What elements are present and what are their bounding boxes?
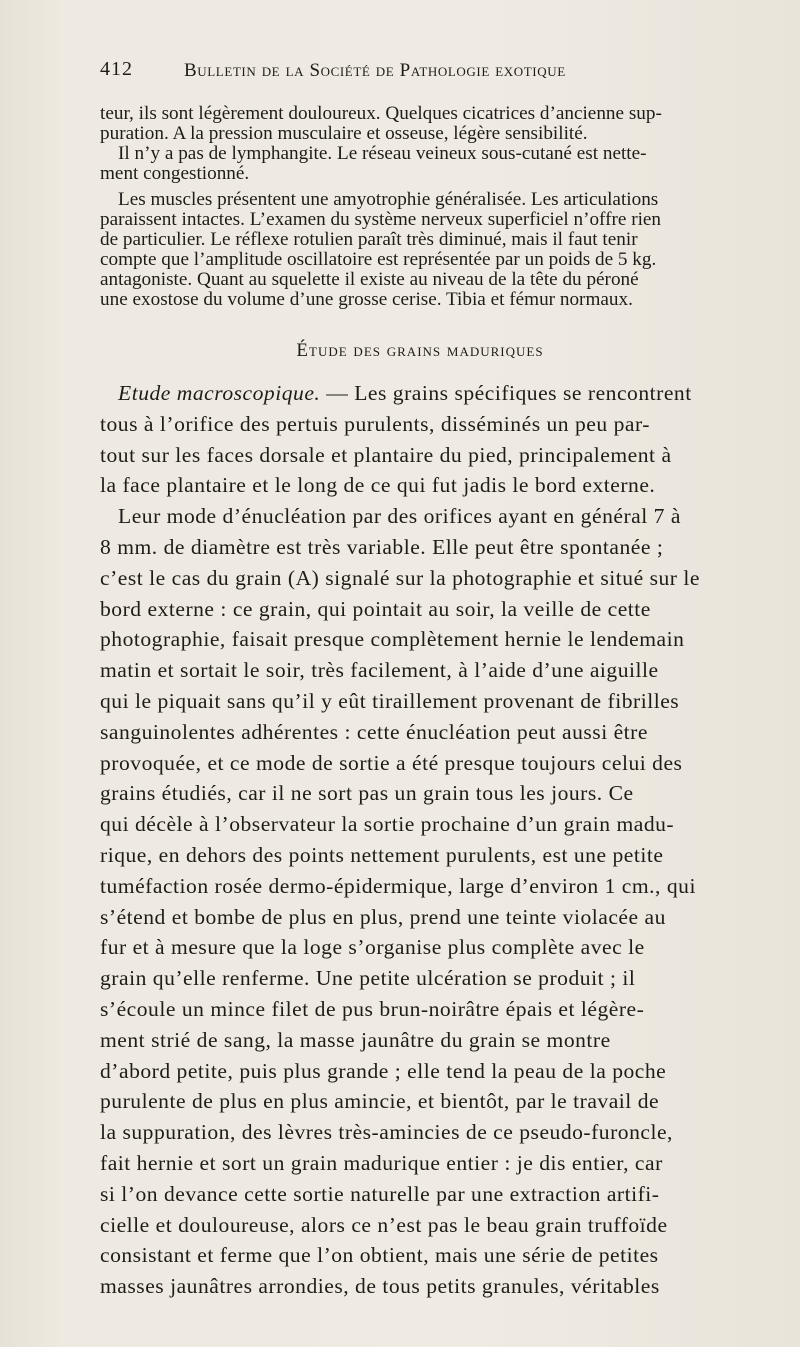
text-line: teur, ils sont légèrement douloureux. Quelques cicatrices d’ancienne sup- (100, 103, 662, 124)
text-line: d’abord petite, puis plus grande ; elle tend la peau de la poche (100, 1058, 667, 1083)
text-line: matin et sortait le soir, très facilement, à l’aide d’une aiguille (100, 658, 659, 683)
text-line: ment congestionné. (100, 163, 250, 184)
text-line: rique, en dehors des points nettement purulents, est une petite (100, 842, 664, 867)
text-line: photographie, faisait presque complètement hernie le lendemain (100, 627, 685, 652)
text-line: ment strié de sang, la masse jaunâtre du grain se montre (100, 1027, 611, 1052)
paragraph-lead-italic: Etude macroscopique. (118, 381, 321, 405)
text-line: paraissent intactes. L’examen du système nerveux superficiel n’offre rien (100, 209, 662, 230)
text-line: fur et à mesure que la loge s’organise plus complète avec le (100, 935, 645, 960)
section-title: Étude des grains maduriques (296, 340, 544, 361)
text-line: antagoniste. Quant au squelette il existe au niveau de la tête du péroné (100, 269, 639, 290)
text-line: Les muscles présentent une amyotrophie généralisée. Les articulations (118, 189, 659, 210)
text-line: tuméfaction rosée dermo-épidermique, large d’environ 1 cm., qui (100, 873, 696, 898)
clinical-notes-paragraphs (100, 104, 740, 310)
text-line: purulente de plus en plus amincie, et bientôt, par le travail de (100, 1089, 660, 1114)
paragraph-lead-rest: — Les grains spécifiques se rencontrent (320, 381, 692, 405)
paragraph-lead-line (100, 378, 740, 409)
text-line: une exostose du volume d’une grosse cerise. Tibia et fémur normaux. (100, 289, 633, 310)
text-line: grains étudiés, car il ne sort pas un grain tous les jours. Ce (100, 781, 634, 806)
text-line: la face plantaire et le long de ce qui fut jadis le bord externe. (100, 473, 656, 498)
text-line: la suppuration, des lèvres très-amincies de ce pseudo-furoncle, (100, 1120, 673, 1145)
page-number: 412 (100, 58, 133, 80)
text-line: puration. A la pression musculaire et osseuse, légère sensibilité. (100, 123, 588, 144)
page-header (100, 58, 750, 92)
running-head: Bulletin de la Société de Pathologie exotique (184, 60, 566, 81)
text-line: masses jaunâtres arrondies, de tous petits granules, véritables (100, 1274, 660, 1299)
text-line: provoquée, et ce mode de sortie a été presque toujours celui des (100, 750, 683, 775)
text-line: compte que l’amplitude oscillatoire est représentée par un poids de 5 kg. (100, 249, 657, 270)
text-line: de particulier. Le réflexe rotulien paraît très diminué, mais il faut tenir (100, 229, 638, 250)
text-line: tout sur les faces dorsale et plantaire du pied, principalement à (100, 442, 672, 467)
text-line: consistant et ferme que l’on obtient, mais une série de petites (100, 1243, 659, 1268)
text-line: qui décèle à l’observateur la sortie prochaine d’un grain madu- (100, 812, 675, 837)
text-line: bord externe : ce grain, qui pointait au soir, la veille de cette (100, 596, 651, 621)
text-line: fait hernie et sort un grain madurique entier : je dis entier, car (100, 1150, 663, 1175)
text-line: c’est le cas du grain (A) signalé sur la photographie et situé sur le (100, 565, 700, 590)
text-line: sanguinolentes adhérentes : cette énucléation peut aussi être (100, 719, 648, 744)
text-line: 8 mm. de diamètre est très variable. Elle peut être spontanée ; (100, 534, 664, 559)
text-line: tous à l’orifice des pertuis purulents, disséminés un peu par- (100, 411, 650, 436)
text-line: grain qu’elle renferme. Une petite ulcération se produit ; il (100, 966, 636, 991)
macroscopic-study-paragraph (100, 378, 740, 1302)
text-line: qui le piquait sans qu’il y eût tiraillement provenant de fibrilles (100, 688, 680, 713)
text-line: si l’on devance cette sortie naturelle par une extraction artifi- (100, 1181, 660, 1206)
text-line: Il n’y a pas de lymphangite. Le réseau veineux sous-cutané est nette- (118, 143, 647, 164)
text-line: Leur mode d’énucléation par des orifices ayant en général 7 à (118, 504, 681, 529)
text-line: s’écoule un mince filet de pus brun-noirâtre épais et légère- (100, 996, 645, 1021)
text-line: cielle et douloureuse, alors ce n’est pas le beau grain truffoïde (100, 1212, 668, 1237)
text-line: s’étend et bombe de plus en plus, prend une teinte violacée au (100, 904, 666, 929)
